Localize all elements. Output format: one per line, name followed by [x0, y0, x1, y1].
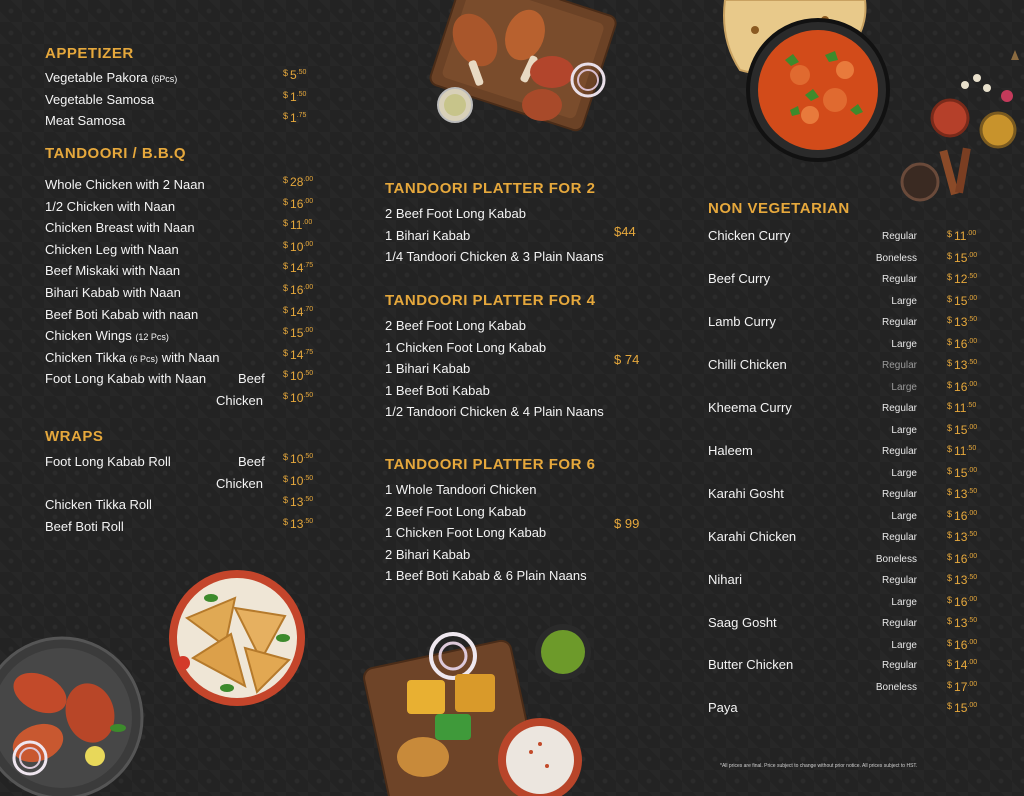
price-dollars: 13 [954, 315, 968, 329]
appetizer-title: APPETIZER [45, 45, 134, 62]
item-name-text: Vegetable Pakora [45, 70, 148, 85]
price-dollars: 16 [954, 508, 968, 523]
price-currency: $ [283, 495, 289, 505]
price-cents: .00 [967, 337, 978, 345]
price-cents: .50 [966, 402, 977, 409]
curry-bowl-image [715, 0, 1024, 210]
item-variant: Beef [238, 371, 265, 387]
price [947, 530, 977, 544]
item-name-text: Foot Long Kabab Roll [45, 454, 171, 469]
price [283, 305, 313, 319]
price [947, 466, 977, 480]
price-cents: .50 [967, 488, 978, 495]
item-variant: Chicken [216, 475, 263, 491]
price [283, 369, 313, 383]
price [947, 487, 977, 501]
price [947, 680, 977, 694]
price-currency: $ [283, 516, 289, 527]
price-cents: .00 [302, 219, 313, 227]
footer-note: *All prices are final. Price subject to change without prior notice. All prices subject to HST. [720, 763, 918, 769]
price-dollars: 11 [290, 218, 303, 233]
tandoori-chicken-board-image [430, 0, 610, 140]
price [283, 111, 306, 125]
price-currency: $ [947, 358, 953, 368]
price-currency: $ [283, 89, 289, 100]
price-dollars: 13 [290, 495, 304, 509]
platter-item: 1 Bihari Kabab [385, 361, 471, 376]
price-dollars: 15 [954, 250, 968, 265]
price-currency: $ [947, 701, 953, 711]
size-label: Regular [881, 317, 917, 328]
price-currency: $ [283, 261, 289, 272]
item-name-text: 1/2 Chicken with Naan [45, 198, 176, 214]
size-label: Large [891, 510, 917, 522]
size-label: Large [891, 381, 917, 393]
item-variant: Chicken [216, 393, 263, 408]
price-dollars: 16 [954, 594, 968, 609]
price-dollars: 11 [954, 444, 967, 458]
price-cents: .00 [303, 240, 314, 248]
platter-item: 1 Beef Boti Kabab & 6 Plain Naans [385, 568, 587, 583]
platter-title: TANDOORI PLATTER FOR 2 [385, 180, 596, 197]
price-dollars: 16 [290, 196, 304, 211]
platter-item: 1 Whole Tandoori Chicken [385, 482, 537, 497]
price-currency: $ [283, 347, 289, 358]
size-label: Regular [881, 618, 917, 629]
price-cents: .75 [303, 348, 314, 356]
price [283, 391, 313, 405]
price-cents: .50 [303, 517, 314, 525]
menu-item-name [45, 285, 181, 300]
price-cents: .50 [303, 474, 314, 482]
price-cents: .50 [303, 370, 314, 378]
price-currency: $ [283, 369, 289, 380]
price-dollars: 15 [954, 293, 968, 308]
menu-item-name [45, 263, 180, 278]
price-cents: .50 [303, 496, 314, 503]
item-note: (6 Pcs) [129, 353, 159, 364]
platter-item: 1 Beef Boti Kabab [385, 382, 490, 398]
price-dollars: 13 [954, 573, 968, 587]
wraps-title: WRAPS [45, 428, 104, 445]
price-currency: $ [947, 658, 953, 668]
size-label: Large [891, 338, 917, 350]
price-cents: .00 [967, 294, 978, 302]
size-label: Regular [881, 532, 917, 543]
price-cents: .50 [967, 316, 978, 323]
price-cents: .00 [303, 284, 314, 291]
price [947, 401, 976, 415]
price-currency: $ [947, 336, 953, 347]
item-name-text: Whole Chicken with 2 Naan [45, 177, 205, 192]
price-dollars: 16 [290, 283, 304, 297]
price-dollars: 10 [290, 391, 304, 405]
size-label: Regular [881, 575, 917, 586]
price [283, 197, 313, 211]
platter-item: 1/4 Tandoori Chicken & 3 Plain Naans [385, 249, 604, 264]
item-name-text: Beef Boti Roll [45, 518, 124, 534]
price-currency: $ [283, 283, 289, 293]
price-cents: .00 [967, 680, 978, 688]
platter-item: 1 Chicken Foot Long Kabab [385, 525, 547, 540]
size-label: Boneless [875, 681, 917, 693]
non-veg-item-name: Nihari [708, 572, 742, 587]
price [947, 638, 977, 652]
price-cents: .50 [967, 273, 978, 280]
price-dollars: 13 [954, 358, 968, 372]
price [283, 175, 313, 189]
price-dollars: 11 [954, 401, 967, 415]
platter-item: 2 Beef Foot Long Kabab [385, 318, 526, 333]
price-currency: $ [947, 616, 953, 626]
price-currency: $ [947, 508, 953, 519]
price-currency: $ [947, 379, 953, 390]
price-dollars: 15 [290, 326, 304, 341]
price [947, 595, 977, 609]
price [947, 552, 977, 566]
price [947, 337, 977, 351]
tandoori-chicken-plate-image [0, 638, 150, 796]
kabab-board-image [335, 622, 610, 796]
price-dollars: 11 [954, 229, 967, 243]
price-dollars: 10 [290, 369, 304, 384]
price [947, 229, 976, 243]
price-currency: $ [947, 573, 953, 583]
item-name-text: Bihari Kabab with Naan [45, 285, 181, 300]
price-currency: $ [283, 111, 289, 121]
price-dollars: 17 [954, 679, 968, 694]
size-label: Large [891, 639, 917, 651]
price-dollars: 10 [290, 239, 304, 254]
size-label: Boneless [875, 252, 917, 264]
price-cents: .00 [967, 659, 978, 666]
price [283, 283, 313, 297]
price-dollars: 1 [290, 89, 297, 104]
size-label: Large [891, 424, 917, 436]
price-cents: .00 [967, 638, 978, 646]
platter-item: 2 Beef Foot Long Kabab [385, 206, 526, 221]
price-cents: .50 [967, 617, 978, 624]
price-dollars: 16 [954, 379, 968, 394]
price-dollars: 15 [954, 701, 968, 715]
price-currency: $ [283, 175, 289, 185]
price-dollars: 13 [954, 487, 968, 501]
non-veg-item-name: Chilli Chicken [708, 357, 787, 372]
price-cents: .00 [303, 176, 314, 183]
price-currency: $ [947, 315, 953, 325]
price-cents: .00 [967, 380, 978, 388]
non-veg-item-name: Paya [708, 700, 738, 715]
platter-price: $ 99 [614, 516, 640, 531]
price-currency: $ [947, 637, 953, 648]
item-note: (6Pcs) [151, 74, 178, 84]
price-currency: $ [947, 293, 953, 304]
price-currency: $ [283, 452, 289, 462]
price-cents: .00 [303, 197, 314, 205]
price [947, 294, 977, 308]
platter-title: TANDOORI PLATTER FOR 4 [385, 292, 596, 309]
menu-item-name [45, 177, 205, 192]
price-currency: $ [283, 218, 289, 229]
price-dollars: 10 [290, 452, 304, 466]
price [947, 616, 977, 630]
size-label: Regular [881, 231, 917, 242]
price [947, 272, 977, 286]
size-label: Regular [881, 360, 917, 371]
item-suffix: with Naan [161, 349, 220, 365]
price-cents: .00 [967, 251, 978, 259]
price-currency: $ [947, 229, 953, 239]
item-name-text: Beef Miskaki with Naan [45, 263, 181, 279]
price-dollars: 13 [290, 516, 304, 531]
size-label: Regular [881, 274, 917, 285]
price [283, 90, 306, 104]
item-name-text: Chicken Leg with Naan [45, 241, 179, 257]
price-cents: .00 [303, 327, 314, 335]
price [283, 452, 313, 466]
price [283, 495, 313, 509]
platter-price: $44 [614, 224, 636, 239]
price-cents: .00 [967, 466, 978, 474]
price [947, 444, 976, 458]
size-label: Large [891, 295, 917, 307]
non-veg-item-name: Kheema Curry [708, 400, 792, 415]
price-dollars: 14 [954, 658, 968, 672]
price [947, 358, 977, 372]
menu-item-name [45, 242, 179, 257]
price-currency: $ [947, 594, 953, 605]
size-label: Regular [881, 660, 917, 671]
price-currency: $ [947, 444, 953, 454]
price-dollars: 14 [290, 347, 304, 362]
menu-item-name [45, 497, 152, 512]
price [947, 251, 977, 265]
platter-item: 2 Bihari Kabab [385, 546, 471, 562]
menu-item-name [45, 307, 198, 322]
size-label: Boneless [875, 553, 917, 565]
price-dollars: 1 [290, 111, 297, 125]
price-currency: $ [947, 422, 953, 433]
price-dollars: 16 [954, 551, 968, 566]
item-note: (12 Pcs) [135, 332, 169, 343]
price [947, 380, 977, 394]
price-cents: .00 [967, 702, 978, 709]
price-currency: $ [283, 391, 289, 401]
non-veg-item-name: Haleem [708, 443, 753, 458]
price-cents: .75 [303, 262, 314, 270]
price [283, 326, 313, 340]
price-dollars: 10 [290, 473, 304, 488]
price-currency: $ [947, 401, 953, 411]
price-currency: $ [283, 239, 289, 250]
price [947, 658, 977, 672]
price-cents: .00 [967, 552, 978, 560]
price-dollars: 16 [954, 336, 968, 351]
price [283, 261, 313, 275]
price [947, 423, 977, 437]
size-label: Regular [881, 403, 917, 414]
item-name-text: Chicken Tikka [45, 349, 126, 365]
price-cents: .50 [296, 69, 307, 76]
price [947, 509, 977, 523]
menu-item-name [45, 350, 220, 365]
price-cents: .00 [967, 509, 978, 517]
non-veg-item-name: Lamb Curry [708, 314, 776, 329]
size-label: Large [891, 467, 917, 479]
price-dollars: 28 [290, 175, 304, 189]
price [283, 68, 306, 82]
price-currency: $ [947, 487, 953, 497]
price [283, 348, 313, 362]
item-name-text: Beef Boti Kabab with naan [45, 306, 199, 322]
price-dollars: 14 [290, 304, 304, 319]
menu-item-name [45, 371, 206, 386]
price-cents: .50 [966, 445, 977, 452]
price-cents: .50 [967, 531, 978, 538]
platter-item: 2 Beef Foot Long Kabab [385, 503, 526, 519]
platter-item: 1/2 Tandoori Chicken & 4 Plain Naans [385, 404, 604, 419]
price-currency: $ [947, 272, 953, 282]
menu-item-name [45, 92, 154, 107]
price-currency: $ [947, 250, 953, 261]
price-currency: $ [947, 551, 953, 562]
price-dollars: 13 [954, 530, 968, 544]
item-variant: Beef [238, 454, 265, 469]
price-cents: .70 [303, 305, 314, 313]
non-veg-title: NON VEGETARIAN [708, 200, 850, 217]
price-cents: .00 [966, 230, 977, 237]
price-cents: .50 [303, 392, 314, 399]
price-dollars: 15 [954, 465, 968, 480]
platter-price: $ 74 [614, 352, 640, 367]
price-dollars: 14 [290, 261, 304, 276]
price-cents: .50 [303, 453, 314, 460]
item-name-text: Chicken Tikka Roll [45, 497, 152, 512]
non-veg-item-name: Chicken Curry [708, 228, 791, 243]
item-name-text: Vegetable Samosa [45, 91, 155, 107]
price-currency: $ [283, 473, 289, 484]
price [283, 474, 313, 488]
item-name-text: Meat Samosa [45, 113, 126, 128]
price-dollars: 16 [954, 637, 968, 652]
non-veg-item-name: Butter Chicken [708, 657, 794, 672]
price-currency: $ [947, 465, 953, 476]
price-currency: $ [283, 196, 289, 207]
price [947, 701, 977, 715]
price-cents: .50 [967, 359, 978, 366]
samosa-plate-image [165, 568, 315, 708]
price-dollars: 15 [954, 422, 968, 437]
price [947, 573, 977, 587]
item-name-text: Chicken Wings [45, 328, 132, 344]
menu-item-name [45, 199, 175, 214]
price-dollars: 13 [954, 616, 968, 630]
size-label: Regular [881, 489, 917, 500]
price [947, 315, 977, 329]
price [283, 517, 313, 531]
non-veg-item-name: Saag Gosht [708, 615, 777, 630]
price-currency: $ [283, 326, 289, 337]
menu-item-name [45, 454, 171, 469]
price-currency: $ [947, 679, 953, 690]
non-veg-item-name: Karahi Gosht [708, 486, 784, 501]
price [283, 240, 313, 254]
price-cents: .00 [967, 595, 978, 603]
size-label: Large [891, 596, 917, 608]
menu-item-name [45, 113, 125, 128]
price-cents: .00 [967, 423, 978, 431]
platter-title: TANDOORI PLATTER FOR 6 [385, 456, 596, 473]
tandoori-title: TANDOORI / B.B.Q [45, 145, 187, 162]
menu-item-name [45, 220, 195, 235]
price-currency: $ [283, 68, 289, 78]
item-name-text: Foot Long Kabab with Naan [45, 371, 207, 387]
price-currency: $ [283, 304, 289, 315]
non-veg-item-name: Karahi Chicken [708, 529, 797, 544]
platter-item: 1 Chicken Foot Long Kabab [385, 339, 547, 355]
price-dollars: 12 [954, 272, 968, 286]
menu-item-name [45, 328, 169, 343]
platter-item: 1 Bihari Kabab [385, 227, 471, 243]
menu-item-name [45, 519, 124, 534]
size-label: Regular [881, 446, 917, 457]
price-currency: $ [947, 530, 953, 540]
price [283, 218, 312, 232]
non-veg-item-name: Beef Curry [708, 271, 771, 286]
menu-item-name [45, 70, 177, 85]
price-dollars: 5 [290, 68, 297, 82]
price-cents: .50 [967, 574, 978, 581]
price-cents: .75 [296, 112, 307, 119]
price-cents: .50 [296, 90, 307, 98]
item-name-text: Chicken Breast with Naan [45, 220, 195, 236]
